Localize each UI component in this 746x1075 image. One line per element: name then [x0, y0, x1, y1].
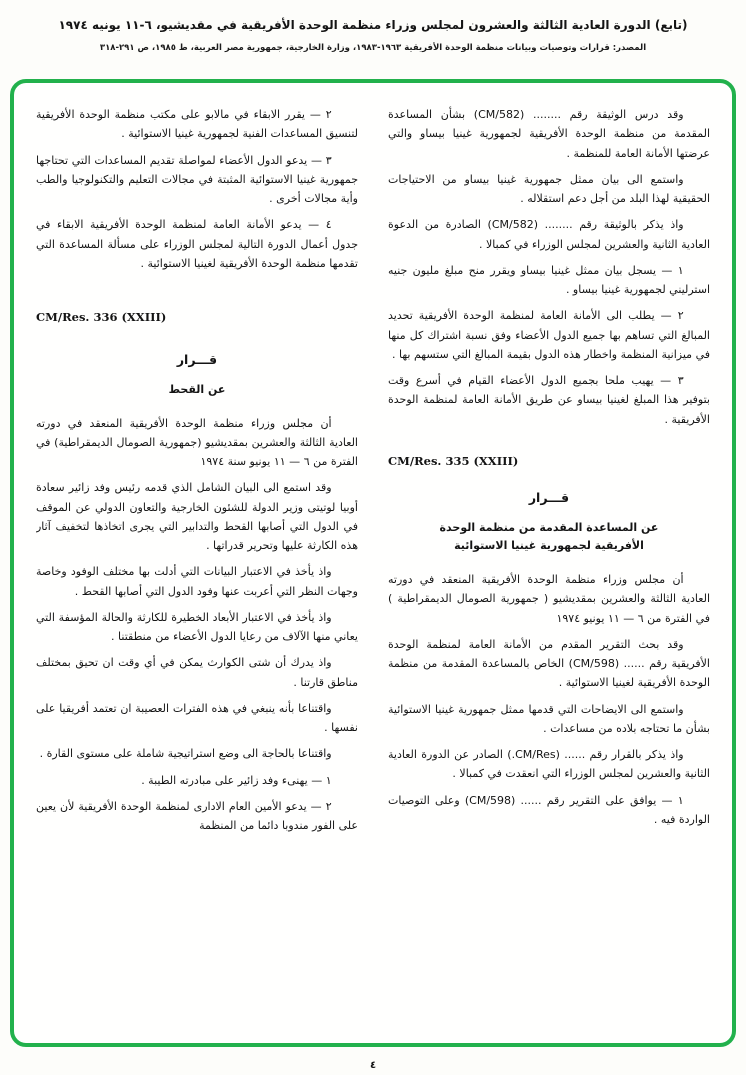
paragraph: واذ يذكر بالوثيقة رقم ........ (CM/582) الصادرة من الدعوة العادية الثانية والعشرين لمجلس الوزراء في كمبالا .	[388, 218, 710, 251]
numbered-clause: ٤ — يدعو الأمانة العامة لمنظمة الوحدة الأفريقية الابقاء في جدول أعمال الدورة التالية لمجلس الوزراء على مسألة المساعدة التي تقدمها منظمة الوحدة الأفريقية لغينيا الاستوائية .	[36, 218, 358, 270]
numbered-clause: ٣ — يهيب ملحا بجميع الدول الأعضاء القيام في أسرع وقت بتوفير هذا المبلغ لغينيا بيساو عن طريق الأمانة العامة لمنظمة الوحدة الأفريقية .	[388, 374, 710, 426]
text-columns	[36, 105, 710, 1029]
column-right	[388, 105, 710, 1029]
numbered-clause: ٢ — يدعو الأمين العام الادارى لمنظمة الوحدة الأفريقية لأن يعين على الفور مندوبا دائما من المنظمة	[36, 799, 358, 833]
green-border-frame	[10, 79, 736, 1047]
numbered-clause: ٣ — يدعو الدول الأعضاء لمواصلة تقديم المساعدات التي تحتاجها جمهورية غينيا الاستوائية المثبتة في مجالات التعليم والتكنولوجيا والطب وأية مجالات أخرى .	[36, 153, 358, 205]
document-footer	[0, 1060, 746, 1071]
paragraph: وقد بحث التقرير المقدم من الأمانة العامة لمنظمة الوحدة الأفريقية رقم ...... (CM/598) الخاص بالمساعدة المقدمة من منظمة الوحدة الأفريقية لغينيا الاستوائية .	[388, 637, 710, 690]
page-number: ٤	[369, 1060, 377, 1071]
numbered-clause: ١ — يسجل بيان ممثل غينيا بيساو ويقرر منح مبلغ مليون جنيه استرليني لجمهورية غينيا بيساو .	[388, 263, 710, 296]
paragraph: واذ يذكر بالقرار رقم ...... (CM/Res.) الصادر عن الدورة العادية الثانية والعشرين لمجلس الوزراء التي انعقدت في كمبالا .	[388, 748, 710, 781]
resolution-ref: CM/Res. 336 (XXIII)	[36, 310, 167, 324]
paragraph: واذ يأخذ في الاعتبار الأبعاد الخطيرة للكارثة والحالة المؤسفة التي يعاني منها الآلاف من رعايا الدول الأعضاء من منطقتنا .	[36, 610, 358, 644]
paragraph: وقد درس الوثيقة رقم ........ (CM/582) بشأن المساعدة المقدمة من منظمة الوحدة الأفريقية لجمهورية غينيا بيساو والتي عرضتها الأمانة العامة للمنظمة .	[388, 108, 710, 160]
resolution-subheading: عن المساعدة المقدمة من منظمة الوحدة الأفريقية لجمهورية غينيا الاستوائية	[439, 520, 659, 553]
paragraph: واقتناعا بالحاجة الى وضع استراتيجية شاملة على مستوى القارة .	[39, 747, 332, 761]
numbered-clause: ١ — يوافق على التقرير رقم ...... (CM/598) وعلى التوصيات الواردة فيه .	[388, 793, 710, 826]
numbered-clause: ١ — يهنىء وفد زائير على مبادرته الطيبة .	[141, 773, 332, 787]
resolution-heading: قـــرار	[528, 489, 570, 505]
paragraph: واقتناعا بأنه ينبغي في هذه الفترات العصيبة ان تعتمد أفريقيا على نفسها .	[36, 701, 358, 735]
paragraph: أن مجلس وزراء منظمة الوحدة الأفريقية المنعقد في دورته العادية الثالثة والعشرين بمقديشيو ( جمهورية الصومال الديمقراطية ) في الفترة من ٦ — ١١ يونيو ١٩٧٤	[388, 573, 710, 625]
paragraph: واذ يأخذ في الاعتبار البيانات التي أدلت بها مختلف الوفود وخاصة وجهات النظر التي أعربت عنها وفود الدول التي أصابها القحط .	[36, 565, 358, 598]
resolution-ref: CM/Res. 335 (XXIII)	[388, 453, 519, 468]
document-header	[0, 16, 746, 53]
document-title: (تابع) الدورة العادية الثالثة والعشرون لمجلس وزراء منظمة الوحدة الأفريقية في مقديشيو، ٦-١١ يونيه ١٩٧٤	[58, 18, 688, 32]
document-source: المصدر: قرارات وتوصيات وبيانات منظمة الوحدة الأفريقية ١٩٦٣-١٩٨٣، وزارة الخارجية، جمهورية مصر العربية، ط ١٩٨٥، ص ٢٩١-٣١٨	[99, 43, 647, 53]
resolution-subheading: عن القحط	[168, 383, 226, 396]
paragraph: واستمع الى الايضاحات التي قدمها ممثل جمهورية غينيا الاستوائية بشأن ما تحتاجه بلاده من مساعدات .	[388, 702, 710, 735]
resolution-heading: قـــرار	[176, 352, 218, 368]
paragraph: أن مجلس وزراء منظمة الوحدة الأفريقية المنعقد في دورته العادية الثالثة والعشرين بمقديشيو (جمهورية الصومال الديمقراطية) في الفترة من ٦ — ١١ يونيو سنة ١٩٧٤	[36, 416, 358, 469]
paragraph: واستمع الى بيان ممثل جمهورية غينيا بيساو من الاحتياجات الحقيقية لهذا البلد من أجل دعم استقلاله .	[388, 172, 710, 205]
paragraph: وقد استمع الى البيان الشامل الذي قدمه رئيس وفد زائير سعادة أوبيا لوتيتى وزير الدولة للشئون الخارجية والتعاون الدولي عن الموقف في الدول التي أصابها القحط والتدابير التي يجرى اتخاذها لتخفيف آثار هذه الكارثة عليها وتحرير قدراتها .	[36, 481, 358, 553]
numbered-clause: ٢ — يطلب الى الأمانة العامة لمنظمة الوحدة الأفريقية تحديد المبالغ التي تساهم بها جميع الدول الأعضاء وفق نسبة اشتراك كل منها في ميزانية المنظمة واخطار هذه الدول بقيمة المبالغ التي ستسهم بها .	[388, 309, 710, 361]
numbered-clause: ٢ — يقرر الابقاء في مالابو على مكتب منظمة الوحدة الأفريقية لتنسيق المساعدات الفنية لجمهورية غينيا الاستوائية .	[36, 108, 358, 141]
column-left	[36, 105, 358, 1029]
paragraph: واذ يدرك أن شتى الكوارث يمكن في أي وقت ان تحيق بمختلف مناطق قارتنا .	[36, 656, 358, 689]
